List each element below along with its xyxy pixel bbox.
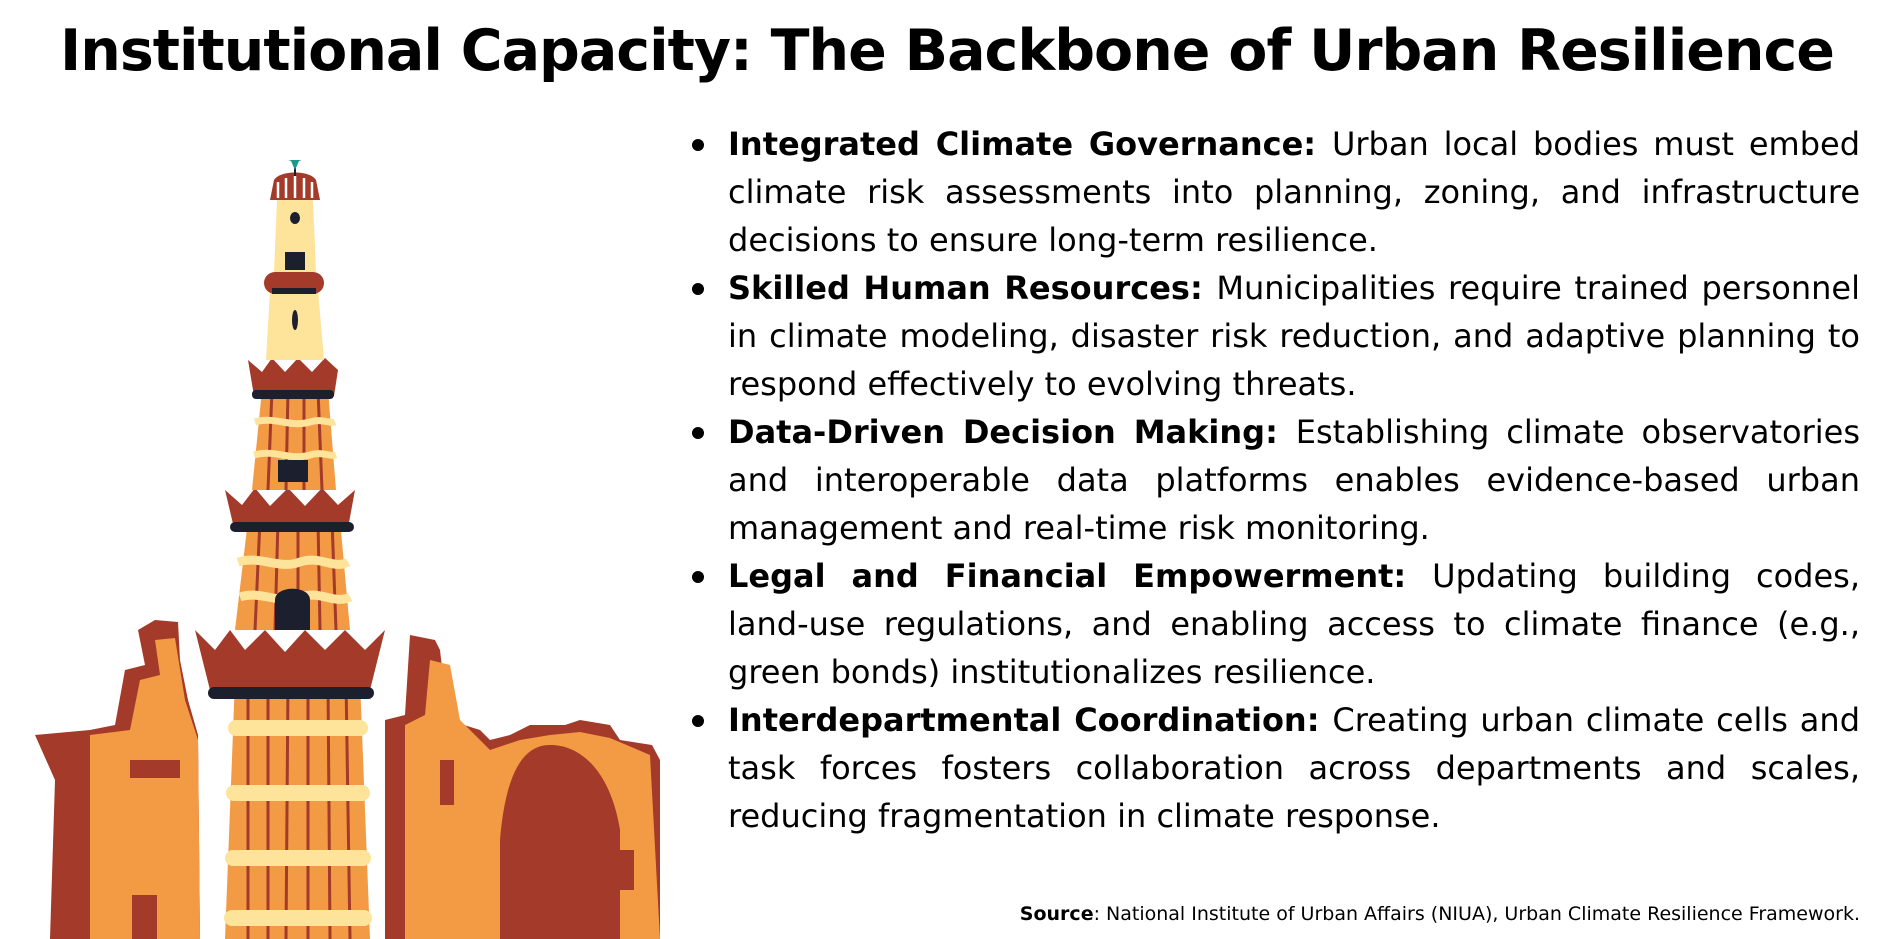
list-item: [690, 408, 1860, 552]
list-item: [690, 264, 1860, 408]
bullet-text: Municipalities require trained personnel in climate modeling, disaster risk reduction, and adaptive planning to respond effectively to evolving threats.: [728, 269, 1861, 403]
minar-tower: [195, 160, 385, 939]
qutub-minar-illustration: [20, 160, 670, 939]
page-title: Institutional Capacity: The Backbone of Urban Resilience: [60, 18, 1834, 84]
bullet-text: Establishing climate observatories and interoperable data platforms enables evidence-based urban management and real-time risk monitoring.: [728, 413, 1861, 547]
bullet-heading: Integrated Climate Governance:: [728, 125, 1332, 163]
bullet-text: Urban local bodies must embed climate risk assessments into planning, zoning, and infrastructure decisions to ensure long-term resilience.: [728, 125, 1861, 259]
source-citation: [1020, 903, 1860, 925]
bullet-heading: Legal and Financial Empowerment:: [728, 557, 1433, 595]
bullet-heading: Data-Driven Decision Making:: [728, 413, 1296, 451]
list-item: [690, 552, 1860, 696]
source-label: Source: [1019, 903, 1094, 925]
left-ruin-shape: [35, 620, 200, 939]
bullet-icon: [692, 427, 704, 439]
bullet-heading: Skilled Human Resources:: [728, 269, 1217, 307]
bullet-heading: Interdepartmental Coordination:: [728, 701, 1333, 739]
bullet-text: Creating urban climate cells and task forces fosters collaboration across departments and scales, reducing fragmentation in climate response.: [728, 701, 1861, 835]
list-item: [690, 120, 1860, 264]
source-text: : National Institute of Urban Affairs (NIUA), Urban Climate Resilience Framework.: [1093, 903, 1860, 925]
list-item: [690, 696, 1860, 840]
bullet-text: Updating building codes, land-use regulations, and enabling access to climate finance (e.g., green bonds) institutionalizes resilience.: [728, 557, 1860, 691]
right-ruin-shape: [385, 635, 660, 939]
bullet-list: [690, 120, 1860, 840]
bullet-icon: [692, 571, 704, 583]
bullet-icon: [692, 139, 704, 151]
bullet-icon: [692, 283, 704, 295]
bullet-icon: [692, 715, 704, 727]
